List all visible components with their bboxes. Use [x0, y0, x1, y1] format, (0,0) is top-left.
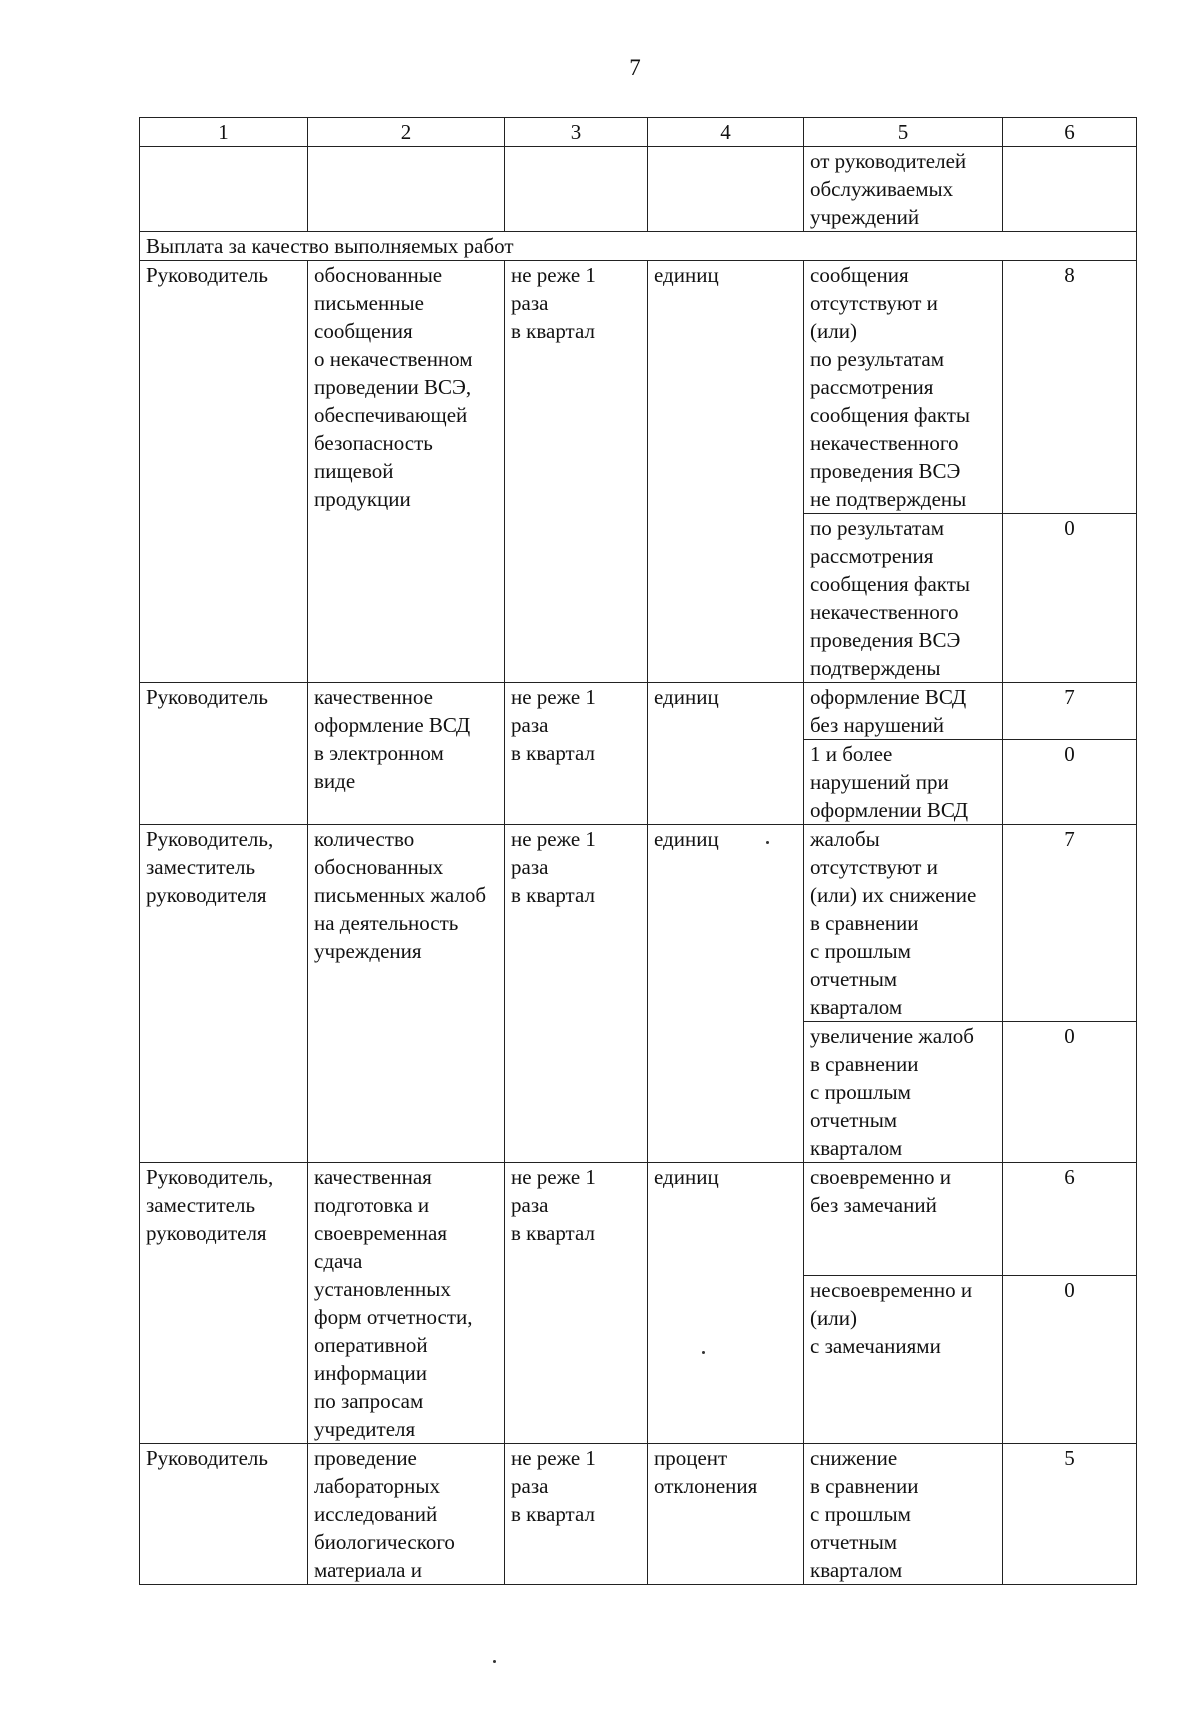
empty-cell — [1003, 147, 1137, 232]
column-number: 3 — [505, 118, 648, 147]
empty-cell — [140, 147, 308, 232]
column-number-row — [140, 118, 1137, 147]
table-row — [140, 825, 1137, 1022]
criterion-cell: жалобы отсутствуют и (или) их снижение в сравнении с прошлым отчетным кварталом — [804, 825, 1003, 1022]
position-cell: Руководитель, заместитель руководителя — [140, 825, 308, 1163]
section-row — [140, 232, 1137, 261]
score-cell: 5 — [1003, 1444, 1137, 1585]
indicator-cell: качественное оформление ВСД в электронном виде — [308, 683, 505, 825]
criterion-cell: по результатам рассмотрения сообщения факты некачественного проведения ВСЭ подтверждены — [804, 514, 1003, 683]
score-cell: 0 — [1003, 1022, 1137, 1163]
position-cell: Руководитель — [140, 261, 308, 683]
unit-cell: единиц — [648, 261, 804, 683]
score-cell: 0 — [1003, 740, 1137, 825]
empty-cell — [648, 147, 804, 232]
criterion-cell: своевременно и без замечаний — [804, 1163, 1003, 1276]
criteria-table — [139, 117, 1137, 1585]
table-row — [140, 1444, 1137, 1585]
position-cell: Руководитель — [140, 1444, 308, 1585]
indicator-cell: обоснованные письменные сообщения о некачественном проведении ВСЭ, обеспечивающей безопасность пищевой продукции — [308, 261, 505, 683]
column-number: 4 — [648, 118, 804, 147]
page-number: 7 — [629, 55, 641, 80]
continuation-row — [140, 147, 1137, 232]
periodicity-cell: не реже 1 раза в квартал — [505, 1444, 648, 1585]
score-cell: 7 — [1003, 683, 1137, 740]
column-number: 6 — [1003, 118, 1137, 147]
scan-speck — [766, 841, 769, 844]
indicator-cell: проведение лабораторных исследований биологического материала и — [308, 1444, 505, 1585]
table-row — [140, 683, 1137, 740]
score-cell: 8 — [1003, 261, 1137, 514]
empty-cell — [505, 147, 648, 232]
unit-cell: процент отклонения — [648, 1444, 804, 1585]
unit-cell: единиц — [648, 1163, 804, 1444]
section-title: Выплата за качество выполняемых работ — [140, 232, 1137, 261]
empty-cell — [308, 147, 505, 232]
unit-cell: единиц — [648, 683, 804, 825]
periodicity-cell: не реже 1 раза в квартал — [505, 683, 648, 825]
score-cell: 0 — [1003, 1275, 1137, 1443]
criterion-cell: сообщения отсутствуют и (или) по результатам рассмотрения сообщения факты некачественного проведения ВСЭ не подтверждены — [804, 261, 1003, 514]
scan-speck — [702, 1351, 705, 1354]
criterion-cell: снижение в сравнении с прошлым отчетным кварталом — [804, 1444, 1003, 1585]
periodicity-cell: не реже 1 раза в квартал — [505, 1163, 648, 1444]
table-row — [140, 261, 1137, 514]
periodicity-cell: не реже 1 раза в квартал — [505, 261, 648, 683]
criterion-cell: оформление ВСД без нарушений — [804, 683, 1003, 740]
position-cell: Руководитель, заместитель руководителя — [140, 1163, 308, 1444]
criterion-cell: несвоевременно и (или) с замечаниями — [804, 1275, 1003, 1443]
criterion-cell: от руководителей обслуживаемых учреждений — [804, 147, 1003, 232]
column-number: 5 — [804, 118, 1003, 147]
score-cell: 7 — [1003, 825, 1137, 1022]
position-cell: Руководитель — [140, 683, 308, 825]
indicator-cell: количество обоснованных письменных жалоб на деятельность учреждения — [308, 825, 505, 1163]
periodicity-cell: не реже 1 раза в квартал — [505, 825, 648, 1163]
indicator-cell: качественная подготовка и своевременная сдача установленных форм отчетности, оперативной информации по запросам учредителя — [308, 1163, 505, 1444]
unit-cell: единиц — [648, 825, 804, 1163]
table-row — [140, 1163, 1137, 1276]
column-number: 2 — [308, 118, 505, 147]
column-number: 1 — [140, 118, 308, 147]
scan-speck — [493, 1660, 496, 1663]
criterion-cell: 1 и более нарушений при оформлении ВСД — [804, 740, 1003, 825]
score-cell: 6 — [1003, 1163, 1137, 1276]
criterion-cell: увеличение жалоб в сравнении с прошлым отчетным кварталом — [804, 1022, 1003, 1163]
score-cell: 0 — [1003, 514, 1137, 683]
